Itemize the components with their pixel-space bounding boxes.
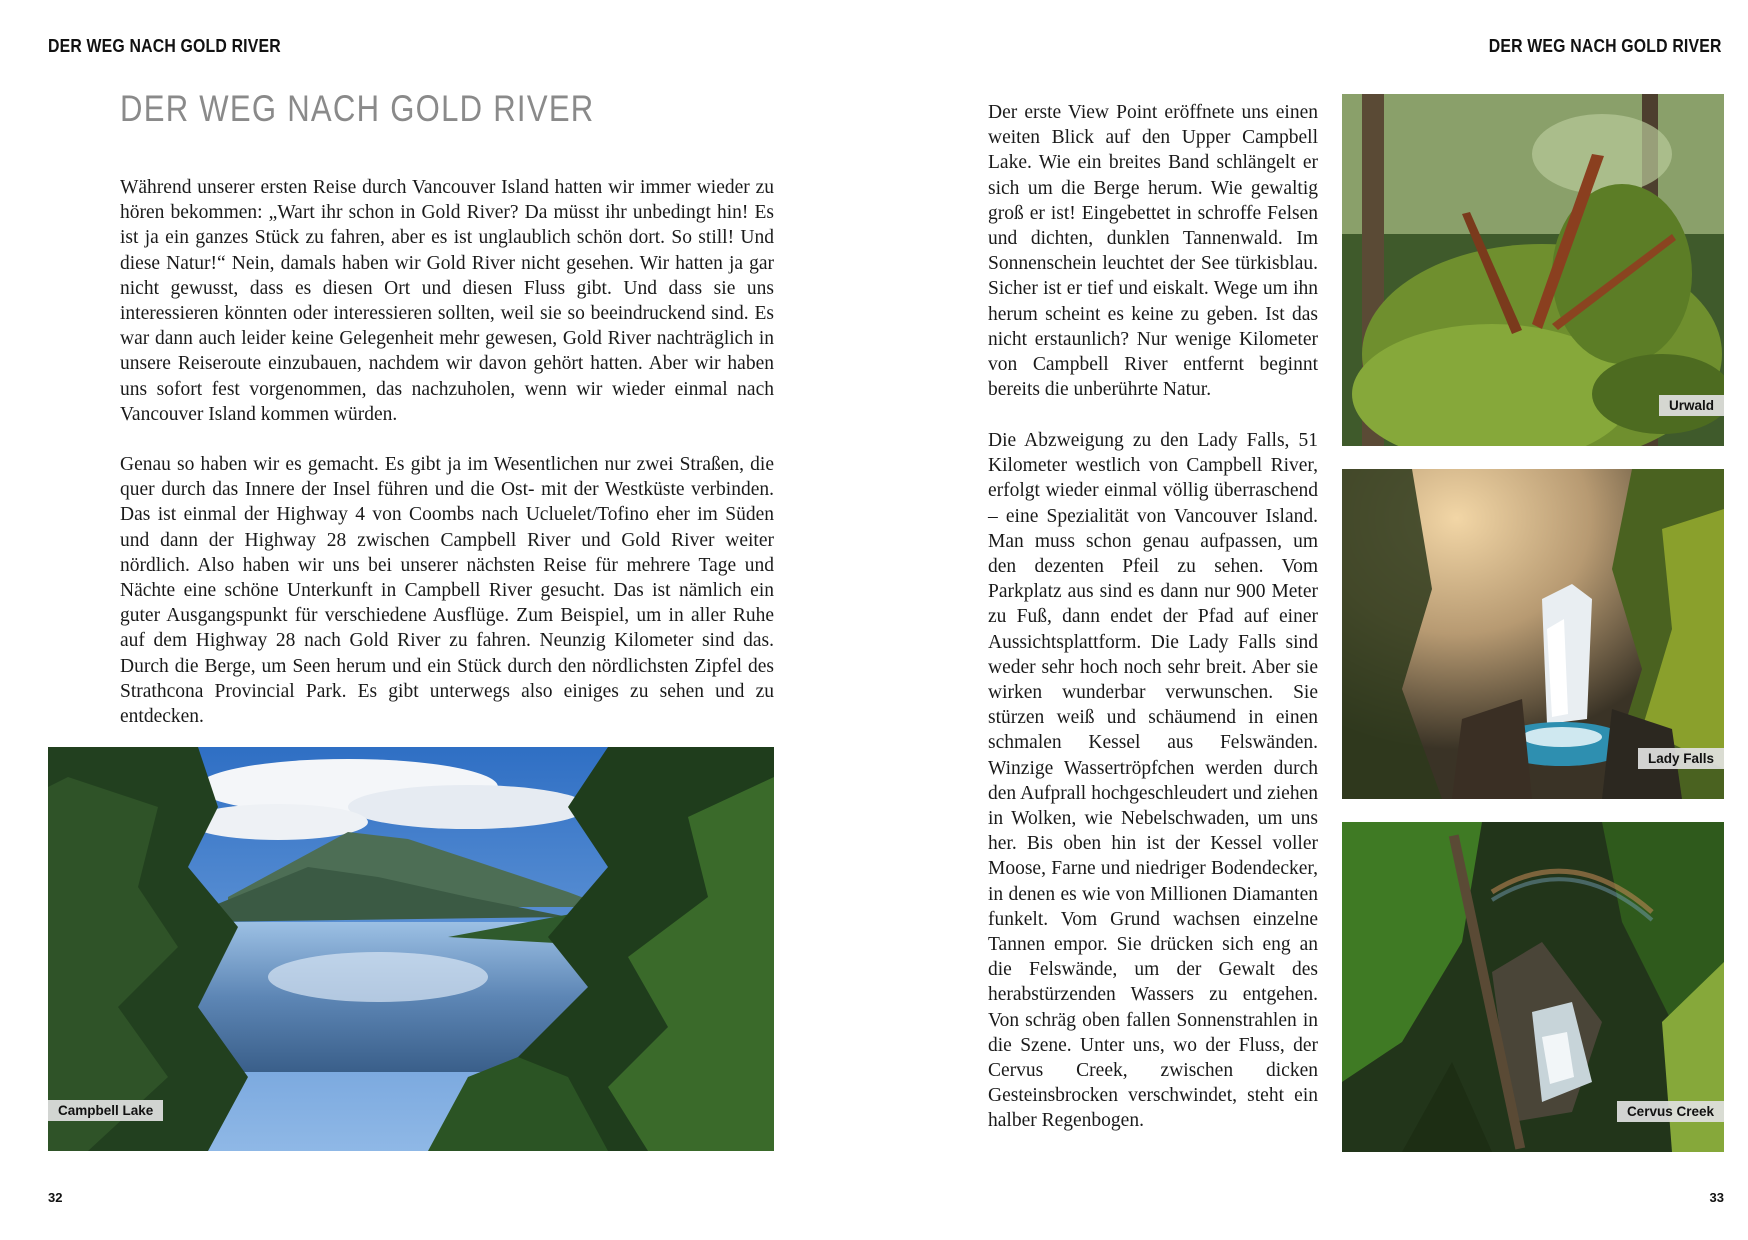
urwald-photo (1342, 94, 1724, 446)
page-number-left: 32 (48, 1190, 63, 1205)
chapter-title: DER WEG NACH GOLD RIVER (120, 88, 595, 129)
left-paragraph-2: Genau so haben wir es gemacht. Es gibt ja im Wesentlichen nur zwei Straßen, die quer durch das Innere der Insel führen und die Ost- mit der Westküste verbinden. Das ist einmal der Highway 4 von Coombs nach Ucluelet/Tofino eher im Süden und dann der Highway 28 zwischen Campbell River und Gold River weiter nördlich. Also haben wir uns bei unserer nächsten Reise für mehrere Tage und Nächte eine schöne Unterkunft in Campbell River gesucht. Das ist nämlich ein guter Ausgangspunkt für verschiedene Ausflüge. Zum Beispiel, um in aller Ruhe auf dem Highway 28 nach Gold River zu fahren. Neunzig Kilometer sind das. Durch die Berge, um Seen herum und ein Stück durch den nördlichsten Zipfel des Strathcona Provincial Park. Es gibt unterwegs also einiges zu sehen und zu entdecken. (120, 454, 774, 728)
photo-caption-urwald: Urwald (1659, 395, 1724, 416)
cervus-creek-photo (1342, 822, 1724, 1152)
photo-caption-cervus-creek: Cervus Creek (1617, 1101, 1724, 1122)
photo-caption-lady-falls: Lady Falls (1638, 748, 1724, 769)
photo-caption-campbell-lake: Campbell Lake (48, 1100, 163, 1121)
campbell-lake-image (48, 747, 774, 1151)
campbell-lake-photo (48, 747, 774, 1151)
right-paragraph-1: Der erste View Point eröffnete uns einen weiten Blick auf den Upper Campbell Lake. Wie ein breites Band schlängelt er sich um die Berge herum. Wie gewaltig groß er ist! Eingebettet in schroffe Felsen und dichten, dunklen Tannenwald. Im Sonnenschein leuchtet der See türkisblau. Sicher ist er tief und eiskalt. Wege um ihn herum scheint es keine zu geben. Ist das nicht erstaunlich? Nur wenige Kilometer von Campbell River entfernt beginnt bereits die unberührte Natur. (988, 102, 1318, 401)
right-page (874, 0, 1748, 1240)
running-head-right: DER WEG NACH GOLD RIVER (1489, 36, 1722, 56)
running-head-left: DER WEG NACH GOLD RIVER (48, 36, 281, 56)
left-paragraph-1: Während unserer ersten Reise durch Vancouver Island hatten wir immer wieder zu hören bekommen: „Wart ihr schon in Gold River? Da müsst ihr unbedingt hin! Es ist ja ein ganzes Stück zu fahren, aber es ist unglaublich schön dort. So still! Und diese Natur!“ Nein, damals haben wir Gold River nicht gesehen. Wir hatten ja gar nicht gewusst, dass es diesen Ort und diesen Fluss gibt. Und dass sie uns interessieren könnten oder interessieren sollten, weil sie so beeindruckend sind. Es war dann auch leider keine Gelegenheit mehr gewesen, Gold River nachträglich in unsere Reiseroute einzubauen, nachdem wir davon gehört hatten. Aber wir haben uns sofort fest vorgenommen, das nachzuholen, wenn wir wieder einmal nach Vancouver Island kommen würden. (120, 177, 774, 425)
page-number-right: 33 (1709, 1190, 1724, 1205)
right-paragraph-2: Die Abzweigung zu den Lady Falls, 51 Kilometer westlich von Campbell River, erfolgt wieder einmal völlig überraschend – eine Spezialität von Vancouver Island. Man muss schon genau aufpassen, um den dezenten Pfeil zu sehen. Vom Parkplatz aus sind es dann nur 900 Meter zu Fuß, dann endet der Pfad auf einer Aussichtsplattform. Die Lady Falls sind weder sehr hoch noch sehr breit. Aber sie wirken wunderbar verwunschen. Sie stürzen weiß und schäumend in einen schmalen Kessel aus Felswänden. Winzige Wassertröpfchen werden durch den Aufprall hochgeschleudert und ziehen in Wolken, wie Nebelschwaden, um uns her. Bis oben hin ist der Kessel voller Moose, Farne und niedriger Bodendecker, in denen es wie von Millionen Diamanten funkelt. Vom Grund wachsen einzelne Tannen empor. Sie drücken sich eng an die Felswände, um der Gewalt des herabstürzenden Wassers zu entgehen. Von schräg oben fallen Sonnenstrahlen in die Szene. Unter uns, wo der Fluss, der Cervus Creek, zwischen dicken Gesteinsbrocken verschwindet, steht ein halber Regenbogen. (988, 430, 1318, 1132)
urwald-image (1342, 94, 1724, 446)
lady-falls-photo (1342, 469, 1724, 799)
